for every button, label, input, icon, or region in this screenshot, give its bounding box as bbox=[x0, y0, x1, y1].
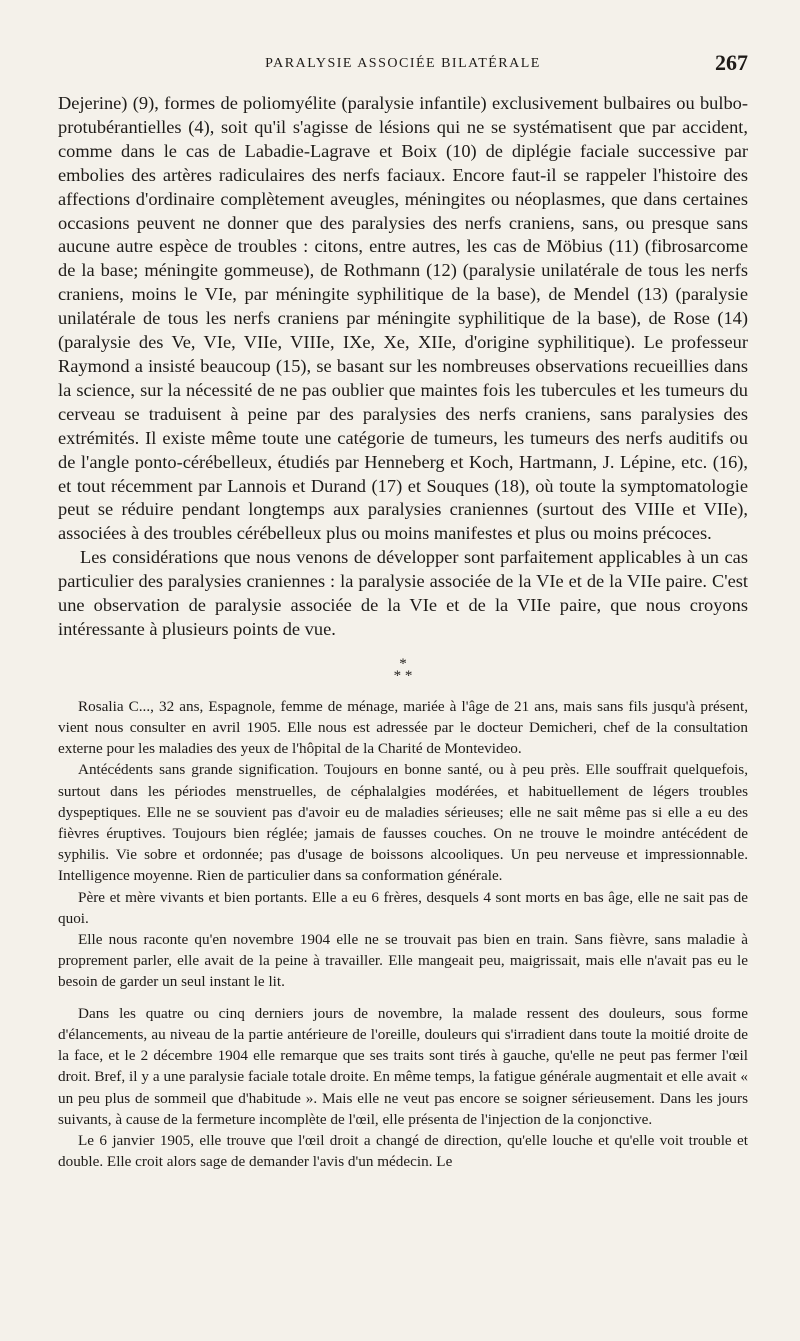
case-paragraph: Antécédents sans grande signification. Toujours en bonne santé, ou à peu près. Elle souffrait quelquefois, surtout dans les périodes menstruelles, de céphalalgies modérées, et habituellement de légers troubles dyspeptiques. Elle ne se souvient pas d'avoir eu de maladies sérieuses; elle ne sait même pas si elle a eu des fièvres éruptives. Toujours bien réglée; jamais de fausses couches. On ne trouve le moindre antécédent de syphilis. Vie sobre et ordonnée; pas d'usage de boissons alcooliques. Un peu nerveuse et impressionnable. Intelligence moyenne. Rien de particulier dans sa conformation générale. bbox=[58, 761, 748, 885]
case-report bbox=[58, 696, 748, 1172]
main-text bbox=[58, 92, 748, 642]
running-title: PARALYSIE ASSOCIÉE BILATÉRALE bbox=[265, 56, 541, 71]
section-separator bbox=[58, 655, 748, 684]
case-paragraph: Dans les quatre ou cinq derniers jours de novembre, la malade ressent des douleurs, sous forme d'élancements, au niveau de la partie antérieure de l'oreille, douleurs qui s'irradient dans toute la moitié droite de la face, et le 2 décembre 1904 elle remarque que ses traits sont tirés à gauche, qu'elle ne peut pas fermer l'œil droit. Bref, il y a une paralysie faciale totale droite. En même temps, la fatigue générale augmentait et elle avait « un peu plus de sommeil que d'habitude ». Mais elle ne veut pas encore se soigner sérieusement. Dans les jours suivants, à cause de la fermeture incomplète de l'œil, elle présenta de l'injection de la conjonctive. bbox=[58, 1004, 748, 1128]
asterism-top: * bbox=[399, 655, 407, 672]
body-paragraph: Dejerine) (9), formes de poliomyélite (paralysie infantile) exclusivement bulbaires ou bulbo-protubérantielles (4), soit qu'il s'agisse de lésions qui ne se systématisent que par accident, comme dans le cas de Labadie-Lagrave et Boix (10) de diplégie faciale successive par embolies des artères radiculaires des nerfs faciaux. Encore faut-il se rappeler l'histoire des affections d'ordinaire complètement aveugles, méningites ou néoplasmes, que dans certaines occasions peuvent ne donner que des paralysies des nerfs craniens, sans, ou presque sans aucune autre espèce de troubles : citons, entre autres, les cas de Möbius (11) (fibrosarcome de la base; méningite gommeuse), de Rothmann (12) (paralysie unilatérale de tous les nerfs craniens, moins le VIe, par méningite syphilitique de la base), de Mendel (13) (paralysie unilatérale de tous les nerfs craniens par méningite syphilitique de la base), de Rose (14) (paralysie des Ve, VIe, VIIe, VIIIe, IXe, Xe, XIIe, d'origine syphilitique). Le professeur Raymond a insisté beaucoup (15), se basant sur les nombreuses observations recueillies dans la science, sur la nécessité de ne pas oublier que maintes fois les tubercules et les tumeurs du cerveau se traduisent à peine par des paralysies des nerfs craniens, sans paralysies des extrémités. Il existe même toute une catégorie de tumeurs, les tumeurs des nerfs auditifs ou de l'angle ponto-cérébelleux, étudiés par Henneberg et Koch, Hartmann, J. Lépine, etc. (16), et tout récemment par Lannois et Durand (17) et Souques (18), où toute la symptomatologie peut se réduire pendant longtemps aux paralysies craniennes (surtout des VIIIe et VIIe), associées à des troubles cérébelleux plus ou moins manifestes et plus ou moins précoces. bbox=[58, 93, 748, 544]
case-paragraph: Père et mère vivants et bien portants. Elle a eu 6 frères, desquels 4 sont morts en bas âge, elle ne sait pas de quoi. bbox=[58, 888, 748, 927]
body-paragraph: Les considérations que nous venons de développer sont parfaitement applicables à un cas particulier des paralysies craniennes : la paralysie associée de la VIe et de la VIIe paire. C'est une observation de paralysie associée de la VIe et de la VIIe paire, que nous croyons intéressante à plusieurs points de vue. bbox=[58, 547, 748, 639]
page-header bbox=[58, 48, 748, 78]
case-paragraph: Le 6 janvier 1905, elle trouve que l'œil droit a changé de direction, qu'elle louche et qu'elle voit trouble et double. Elle croit alors sage de demander l'avis d'un médecin. Le bbox=[58, 1131, 748, 1171]
asterism-bottom: * * bbox=[393, 667, 413, 684]
case-paragraph: Elle nous raconte qu'en novembre 1904 elle ne se trouvait pas bien en train. Sans fièvre, sans maladie à proprement parler, elle avait de la peine à travailler. Elle mangeait peu, maigrissait, mais elle n'avait pas eu le besoin de garder un seul instant le lit. bbox=[58, 931, 748, 991]
page-number: 267 bbox=[715, 50, 748, 75]
case-paragraph: Rosalia C..., 32 ans, Espagnole, femme de ménage, mariée à l'âge de 21 ans, mais sans fils jusqu'à présent, vient nous consulter en avril 1905. Elle nous est adressée par le docteur Demicheri, chef de la consultation externe pour les maladies des yeux de l'hôpital de la Charité de Montevideo. bbox=[58, 697, 748, 758]
